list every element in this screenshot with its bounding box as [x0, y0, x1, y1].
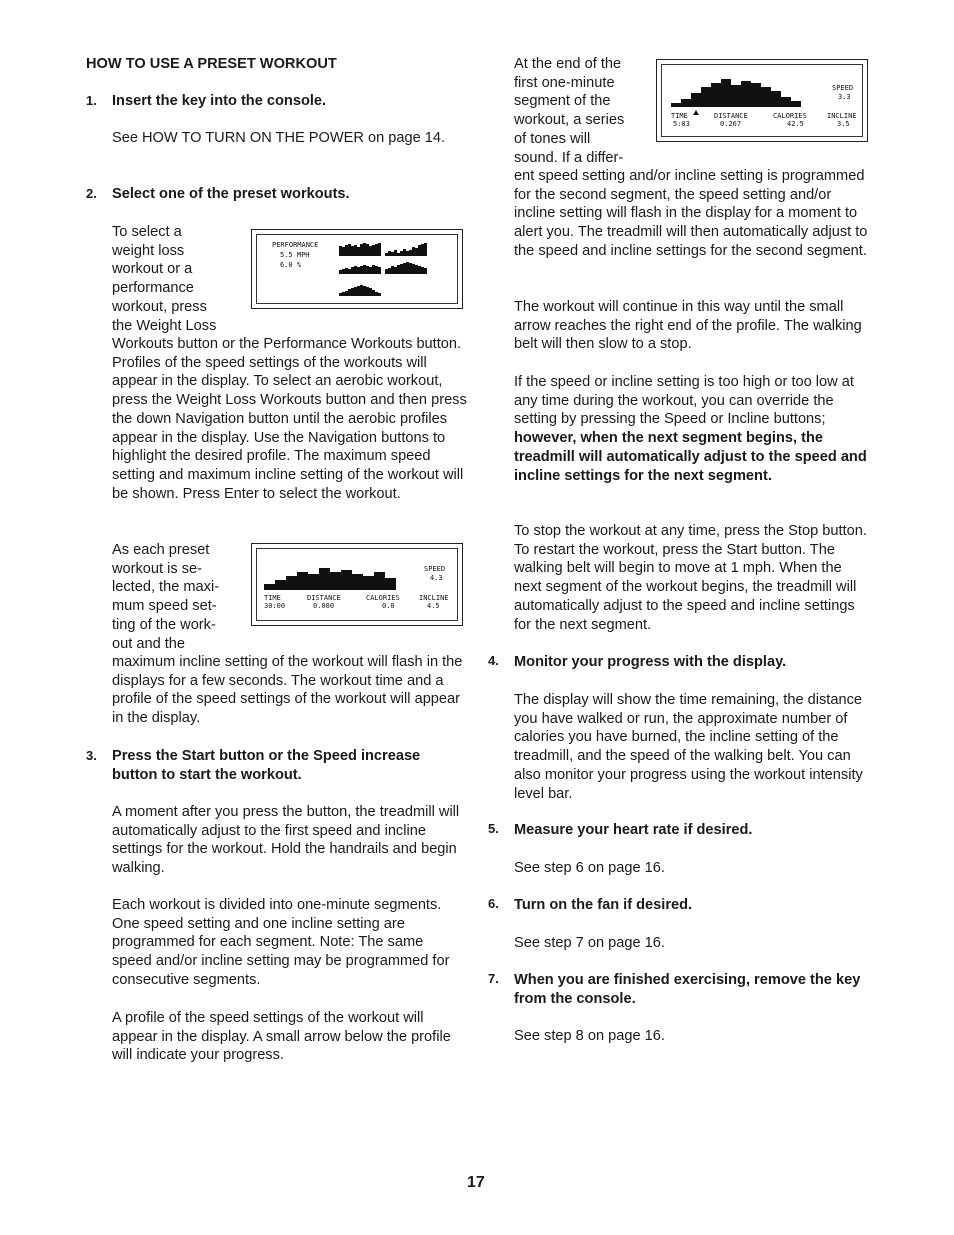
profile-bar [308, 574, 319, 590]
profile-bar [400, 251, 403, 256]
profile-bar [741, 81, 751, 107]
incline-value: 4.5 [427, 602, 440, 610]
calories-value: 42.5 [787, 120, 804, 128]
profile-bar [375, 244, 378, 256]
speed-value: 3.3 [838, 93, 851, 101]
profile-bar [397, 265, 400, 274]
text-line: the Weight Loss [112, 317, 217, 334]
profile-bar [412, 264, 415, 274]
profile-bar [339, 246, 342, 256]
profile-bar [409, 263, 412, 274]
profile-bar [348, 269, 351, 274]
profile-bar [345, 268, 348, 274]
profile-bar [366, 244, 369, 256]
step-6-body: See step 7 on page 16. [514, 935, 665, 951]
step-4-body: The display will show the time remaining, the distance you have walked or run, the approximate number of calories you have burned, the incline setting of the treadmill, and the speed of the walking belt. You can also monitor your progress using the workout intensity level bar. [514, 692, 863, 802]
step-2-paragraph-2: maximum incline setting of the workout will flash in the displays for a few seconds. The workout time and a profile of the speed settings of the workout will appear in the display. [112, 654, 463, 727]
profile-bar [342, 269, 345, 274]
distance-label: DISTANCE [307, 594, 341, 602]
console-display-select [251, 229, 463, 309]
text-line: out and the [112, 635, 186, 652]
profile-bar [375, 292, 378, 296]
step-2-number: 2. [86, 186, 97, 201]
profile-bar [781, 97, 791, 107]
profile-bar [424, 268, 427, 274]
step-6-title: Turn on the fan if desired. [514, 897, 693, 913]
time-label: TIME [264, 594, 281, 602]
text-line: first one-minute [514, 74, 615, 91]
profile-bar [400, 264, 403, 274]
profile-bar [286, 576, 297, 590]
profile-bar [360, 244, 363, 256]
profile-bar [385, 269, 388, 274]
incline-label: INCLINE [827, 112, 857, 120]
step-4-number: 4. [488, 653, 499, 668]
profile-bar [348, 289, 351, 296]
profile-bar [403, 263, 406, 274]
step-2-wrap-text-2 [112, 541, 219, 653]
profile-bar [372, 265, 375, 274]
step-2-wrap-text-1 [112, 223, 216, 335]
profile-bar [354, 266, 357, 274]
profile-bar [345, 291, 348, 296]
profile-bar [421, 244, 424, 256]
profile-bar [351, 246, 354, 256]
profile-bar [721, 79, 731, 107]
profile-bar [751, 83, 761, 107]
profile-bar [363, 286, 366, 296]
profile-bar [330, 572, 341, 590]
display-title: PERFORMANCE [272, 241, 319, 249]
profile-bar [339, 270, 342, 274]
profile-bar [731, 85, 741, 107]
distance-label: DISTANCE [714, 112, 748, 120]
profile-bar [360, 266, 363, 274]
distance-value: 0.000 [313, 602, 335, 610]
step-7-number: 7. [488, 971, 499, 986]
time-label: TIME [671, 112, 688, 120]
step-1-title: Insert the key into the console. [112, 93, 327, 109]
display-graphic [252, 230, 464, 310]
profile-bar [761, 87, 771, 107]
profile-bar [403, 249, 406, 256]
profile-bar [394, 267, 397, 274]
step-3-continued-4: To stop the workout at any time, press the Stop button. To restart the workout, press the Start button. The walking belt will begin to move at 1 mph. When the next segment of the workout begins, the treadmill will automatically adjust to the speed and incline settings for the next segment. [514, 523, 867, 633]
step-3-paragraph-3: A profile of the speed settings of the workout will appear in the display. A small arrow below the profile will indicate your progress. [112, 1010, 451, 1064]
step-5-body: See step 6 on page 16. [514, 860, 665, 876]
time-value: 5:03 [673, 120, 690, 128]
distance-value: 0.267 [720, 120, 742, 128]
profile-bar [415, 248, 418, 256]
step-3-number: 3. [86, 748, 97, 763]
step-1-number: 1. [86, 93, 97, 108]
profile-bar [345, 245, 348, 256]
override-text: If the speed or incline setting is too high or too low at any time during the workout, you can override the setting by pressing the Speed or Incline buttons; [514, 374, 854, 428]
calories-label: CALORIES [773, 112, 807, 120]
display-graphic [657, 60, 869, 143]
profile-bar [691, 93, 701, 107]
profile-bar [388, 268, 391, 274]
text-line: mum speed set- [112, 598, 217, 615]
step-3-wrap-text [514, 55, 624, 167]
profile-bar [357, 247, 360, 256]
speed-value: 4.3 [430, 574, 443, 582]
text-line: workout, press [112, 298, 207, 315]
profile-bar [378, 267, 381, 274]
profile-bar [421, 267, 424, 274]
step-3-continued-3 [514, 373, 871, 485]
page-number: 17 [467, 1174, 485, 1191]
profile-bar [412, 247, 415, 256]
profile-bar [360, 285, 363, 296]
step-7-body: See step 8 on page 16. [514, 1028, 665, 1044]
step-1-body: See HOW TO TURN ON THE POWER on page 14. [112, 130, 446, 146]
profile-bar [397, 253, 400, 256]
section-heading: HOW TO USE A PRESET WORKOUT [86, 56, 337, 72]
text-line: As each preset [112, 542, 210, 558]
profile-bar [378, 293, 381, 296]
display-incline: 6.0 % [280, 261, 302, 269]
step-2-paragraph-1: Workouts button or the Performance Workouts button. Profiles of the speed settings of the workouts will appear in the display. To select an aerobic workout, press the Weight Loss Workouts button and then press the down Navigation button until the aerobic profiles appear in the display. Use the Navigation buttons to highlight the desired profile. The maximum speed setting and maximum incline setting of the workout will be shown. Press Enter to select the workout. [112, 336, 467, 502]
step-5-title: Measure your heart rate if desired. [514, 822, 753, 838]
time-value: 30:00 [264, 602, 286, 610]
profile-bar [388, 251, 391, 256]
profile-bar [385, 253, 388, 256]
profile-bar [342, 247, 345, 256]
profile-bar [342, 292, 345, 296]
profile-bar [391, 266, 394, 274]
profile-bar [406, 262, 409, 274]
text-line: performance [112, 280, 194, 297]
profile-bar [357, 267, 360, 274]
profile-bar [701, 87, 711, 107]
text-line: segment of the [514, 93, 611, 110]
profile-bar [357, 286, 360, 296]
speed-profile [264, 568, 396, 590]
profile-bar [363, 576, 374, 590]
text-line: weight loss [112, 242, 185, 259]
speed-profile [671, 79, 801, 107]
profile-bar [415, 265, 418, 274]
profile-bar [418, 266, 421, 274]
calories-value: 0.0 [382, 602, 395, 610]
profile-bar [319, 568, 330, 590]
profile-bar [424, 243, 427, 256]
profile-bar [354, 287, 357, 296]
text-line: sound. If a differ- [514, 149, 624, 166]
text-line: lected, the maxi- [112, 579, 220, 596]
text-line: workout is se- [112, 560, 203, 577]
profile-bar [363, 265, 366, 274]
step-3-continued-2: The workout will continue in this way until the small arrow reaches the right end of the profile. The walking belt will then slow to a stop. [514, 299, 862, 353]
progress-arrow-icon [693, 110, 699, 115]
profile-bar [264, 584, 275, 590]
profile-bar [354, 245, 357, 256]
profile-bar [341, 570, 352, 590]
profile-bar [771, 91, 781, 107]
incline-label: INCLINE [419, 594, 449, 602]
profile-bar [418, 245, 421, 256]
profile-bar [671, 103, 681, 107]
step-2-title: Select one of the preset workouts. [112, 186, 350, 202]
text-line: of tones will [514, 130, 591, 147]
step-6-number: 6. [488, 896, 499, 911]
display-speed: 5.5 MPH [280, 251, 310, 259]
step-3-paragraph-2: Each workout is divided into one-minute segments. One speed setting and one incline setting are programmed for each segment. Note: The same speed and/or incline setting may be programmed for consecutive segments. [112, 897, 450, 988]
profile-bar [385, 578, 396, 590]
profile-bar [351, 288, 354, 296]
profile-bar [394, 250, 397, 256]
profile-bar [369, 246, 372, 256]
console-display-workout [251, 543, 463, 626]
profile-bar [409, 250, 412, 256]
text-line: workout, a series [514, 112, 625, 129]
profile-bar [378, 243, 381, 256]
override-warning: however, when the next segment begins, the treadmill will automatically adjust to the speed and incline settings for the next segment. [514, 430, 867, 484]
profile-bar [372, 245, 375, 256]
text-line: ting of the work- [112, 616, 216, 633]
profile-bar [391, 252, 394, 256]
step-3-paragraph-1: A moment after you press the button, the treadmill will automatically adjust to the first speed and incline settings for the workout. Hold the handrails and begin walking. [112, 804, 460, 877]
profile-bar [297, 572, 308, 590]
profile-bar [348, 244, 351, 256]
speed-label: SPEED [424, 565, 446, 573]
profile-bar [681, 99, 691, 107]
profile-bar [791, 101, 801, 107]
step-7-title: When you are finished exercising, remove the key from the console. [514, 972, 861, 1007]
profile-bar [339, 293, 342, 296]
profile-bar [352, 574, 363, 590]
profile-bar [374, 572, 385, 590]
profile-bar [363, 243, 366, 256]
step-3-title: Press the Start button or the Speed increase button to start the workout. [112, 748, 421, 783]
profile-bar [372, 290, 375, 296]
profile-bar [369, 288, 372, 296]
speed-label: SPEED [832, 84, 854, 92]
profile-bar [406, 251, 409, 256]
profile-bar [375, 266, 378, 274]
step-3-continued-1: ent speed setting and/or incline setting is programmed for the second segment, the speed setting and/or incline setting will flash in the display for a moment to alert you. The treadmill will then automatically adjust to the speed and incline settings for the second segment. [514, 168, 868, 259]
text-line: At the end of the [514, 56, 622, 72]
incline-value: 3.5 [837, 120, 850, 128]
console-display-progress [656, 59, 868, 142]
profile-bar [366, 266, 369, 274]
profile-bar [351, 267, 354, 274]
profile-bar [369, 267, 372, 274]
text-line: workout or a [112, 261, 193, 278]
display-graphic [252, 544, 464, 627]
calories-label: CALORIES [366, 594, 400, 602]
step-5-number: 5. [488, 821, 499, 836]
speed-profiles [339, 243, 427, 296]
profile-bar [275, 580, 286, 590]
profile-bar [366, 287, 369, 296]
text-line: To select a [112, 224, 182, 240]
step-4-title: Monitor your progress with the display. [514, 654, 787, 670]
profile-bar [711, 83, 721, 107]
